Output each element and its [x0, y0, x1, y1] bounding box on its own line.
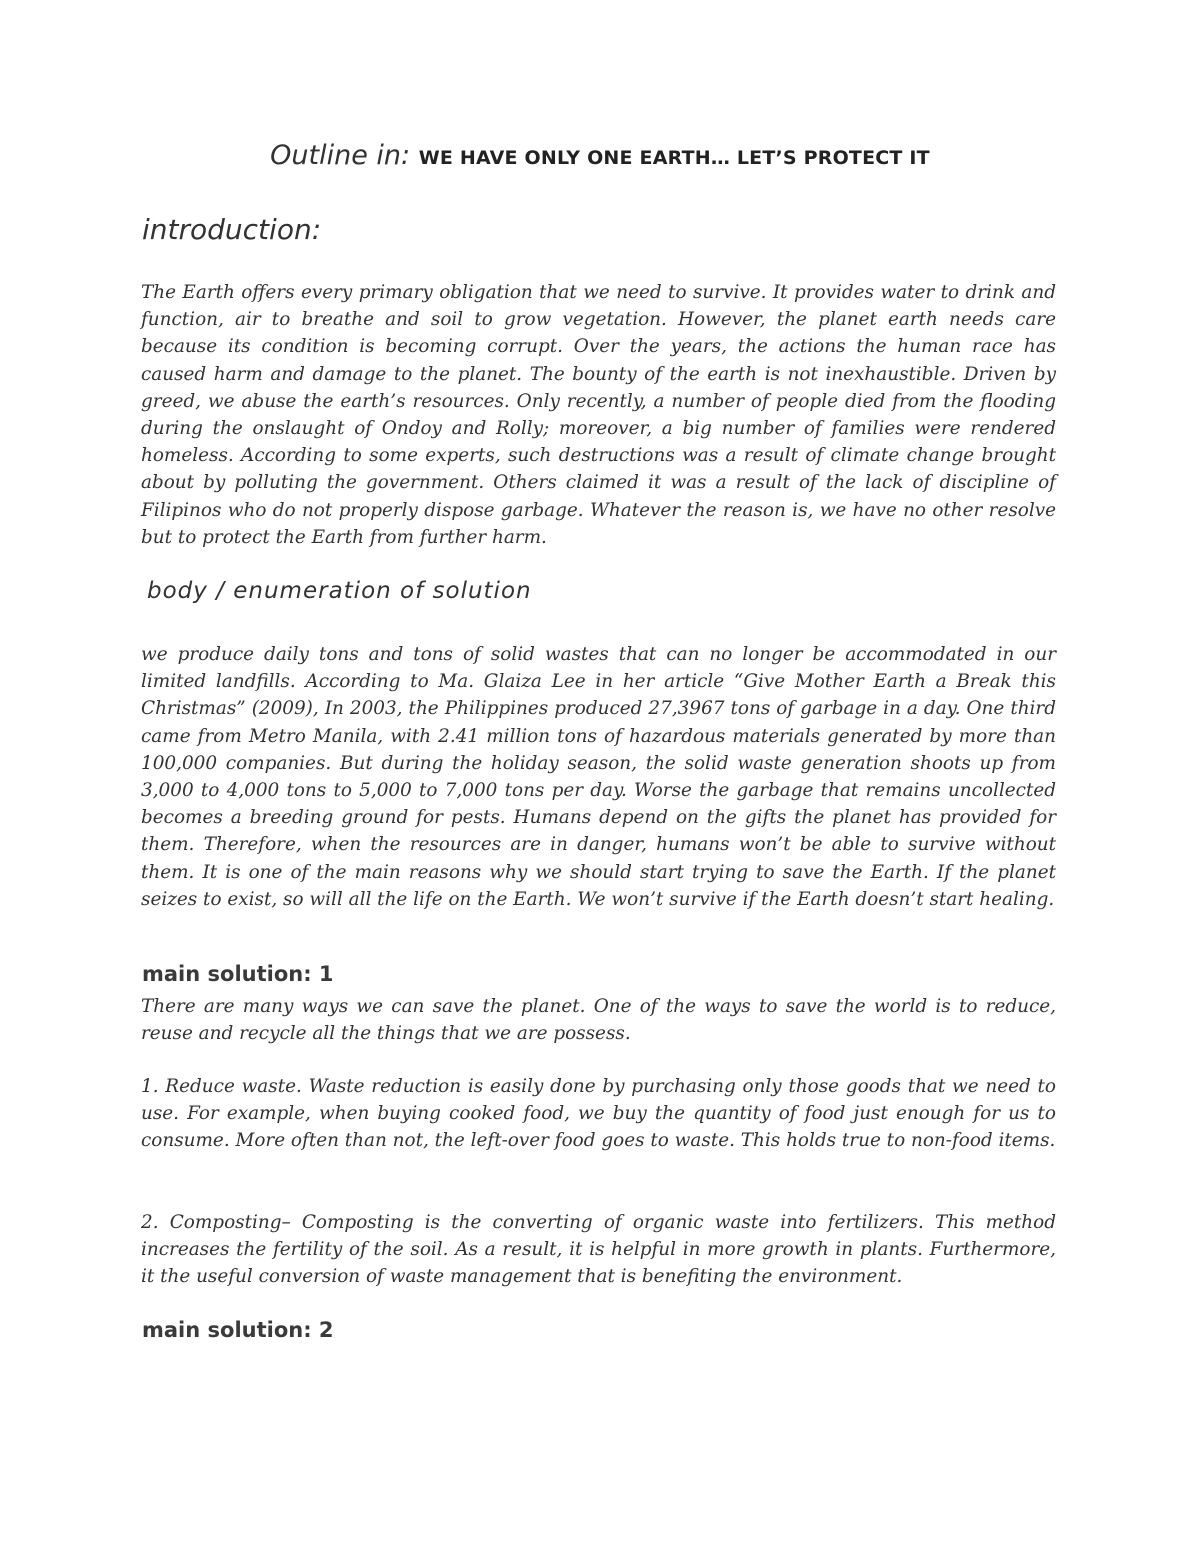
introduction-paragraph: The Earth offers every primary obligation that we need to survive. It provides water to drink and function, air to breathe and soil to grow vegetation. However, the planet earth needs care because its condition is becoming corrupt. Over the years, the actions the human race has caused harm and damage to the planet. The bounty of the earth is not inexhaustible. Driven by greed, we abuse the earth’s resources. Only recently, a number of people died from the flooding during the onslaught of Ondoy and Rolly; moreover, a big number of families were rendered homeless. According to some experts, such destructions was a result of climate change brought about by polluting the government. Others claimed it was a result of the lack of discipline of Filipinos who do not properly dispose garbage. Whatever the reason is, we have no other resolve but to protect the Earth from further harm. — [141, 282, 1056, 548]
main-solution-1-heading: main solution: 1 — [142, 962, 334, 986]
main-solution-1-paragraph: There are many ways we can save the planet. One of the ways to save the world is to reduce, reuse and recycle all the things that we are possess. — [141, 996, 1056, 1045]
title-main: WE HAVE ONLY ONE EARTH… LET’S PROTECT IT — [418, 147, 930, 169]
document-title — [0, 140, 1200, 171]
body-paragraph: we produce daily tons and tons of solid wastes that can no longer be accommodated in our limited landfills. According to Ma. Glaiza Lee in her article “Give Mother Earth a Break this Christmas” (2009), In 2003, the Philippines produced 27,3967 tons of garbage in a day. One third came from Metro Manila, with 2.41 million tons of hazardous materials generated by more than 100,000 companies. But during the holiday season, the solid waste generation shoots up from 3,000 to 4,000 tons to 5,000 to 7,000 tons per day. Worse the garbage that remains uncollected becomes a breeding ground for pests. Humans depend on the gifts the planet has provided for them. Therefore, when the resources are in danger, humans won’t be able to survive without them. It is one of the main reasons why we should start trying to save the Earth. If the planet seizes to exist, so will all the life on the Earth. We won’t survive if the Earth doesn’t start healing. — [141, 644, 1056, 910]
introduction-heading: introduction: — [142, 213, 322, 246]
title-prefix: Outline in: — [270, 140, 419, 171]
main-solution-2-heading: main solution: 2 — [142, 1318, 334, 1342]
reduce-waste-item: 1. Reduce waste. Waste reduction is easily done by purchasing only those goods that we need to use. For example, when buying cooked food, we buy the quantity of food just enough for us to consume. More often than not, the left-over food goes to waste. This holds true to non-food items. — [141, 1076, 1056, 1152]
composting-item: 2. Composting– Composting is the converting of organic waste into fertilizers. This method increases the fertility of the soil. As a result, it is helpful in more growth in plants. Furthermore, it the useful conversion of waste management that is benefiting the environment. — [141, 1212, 1056, 1288]
body-heading: body / enumeration of solution — [147, 578, 532, 604]
